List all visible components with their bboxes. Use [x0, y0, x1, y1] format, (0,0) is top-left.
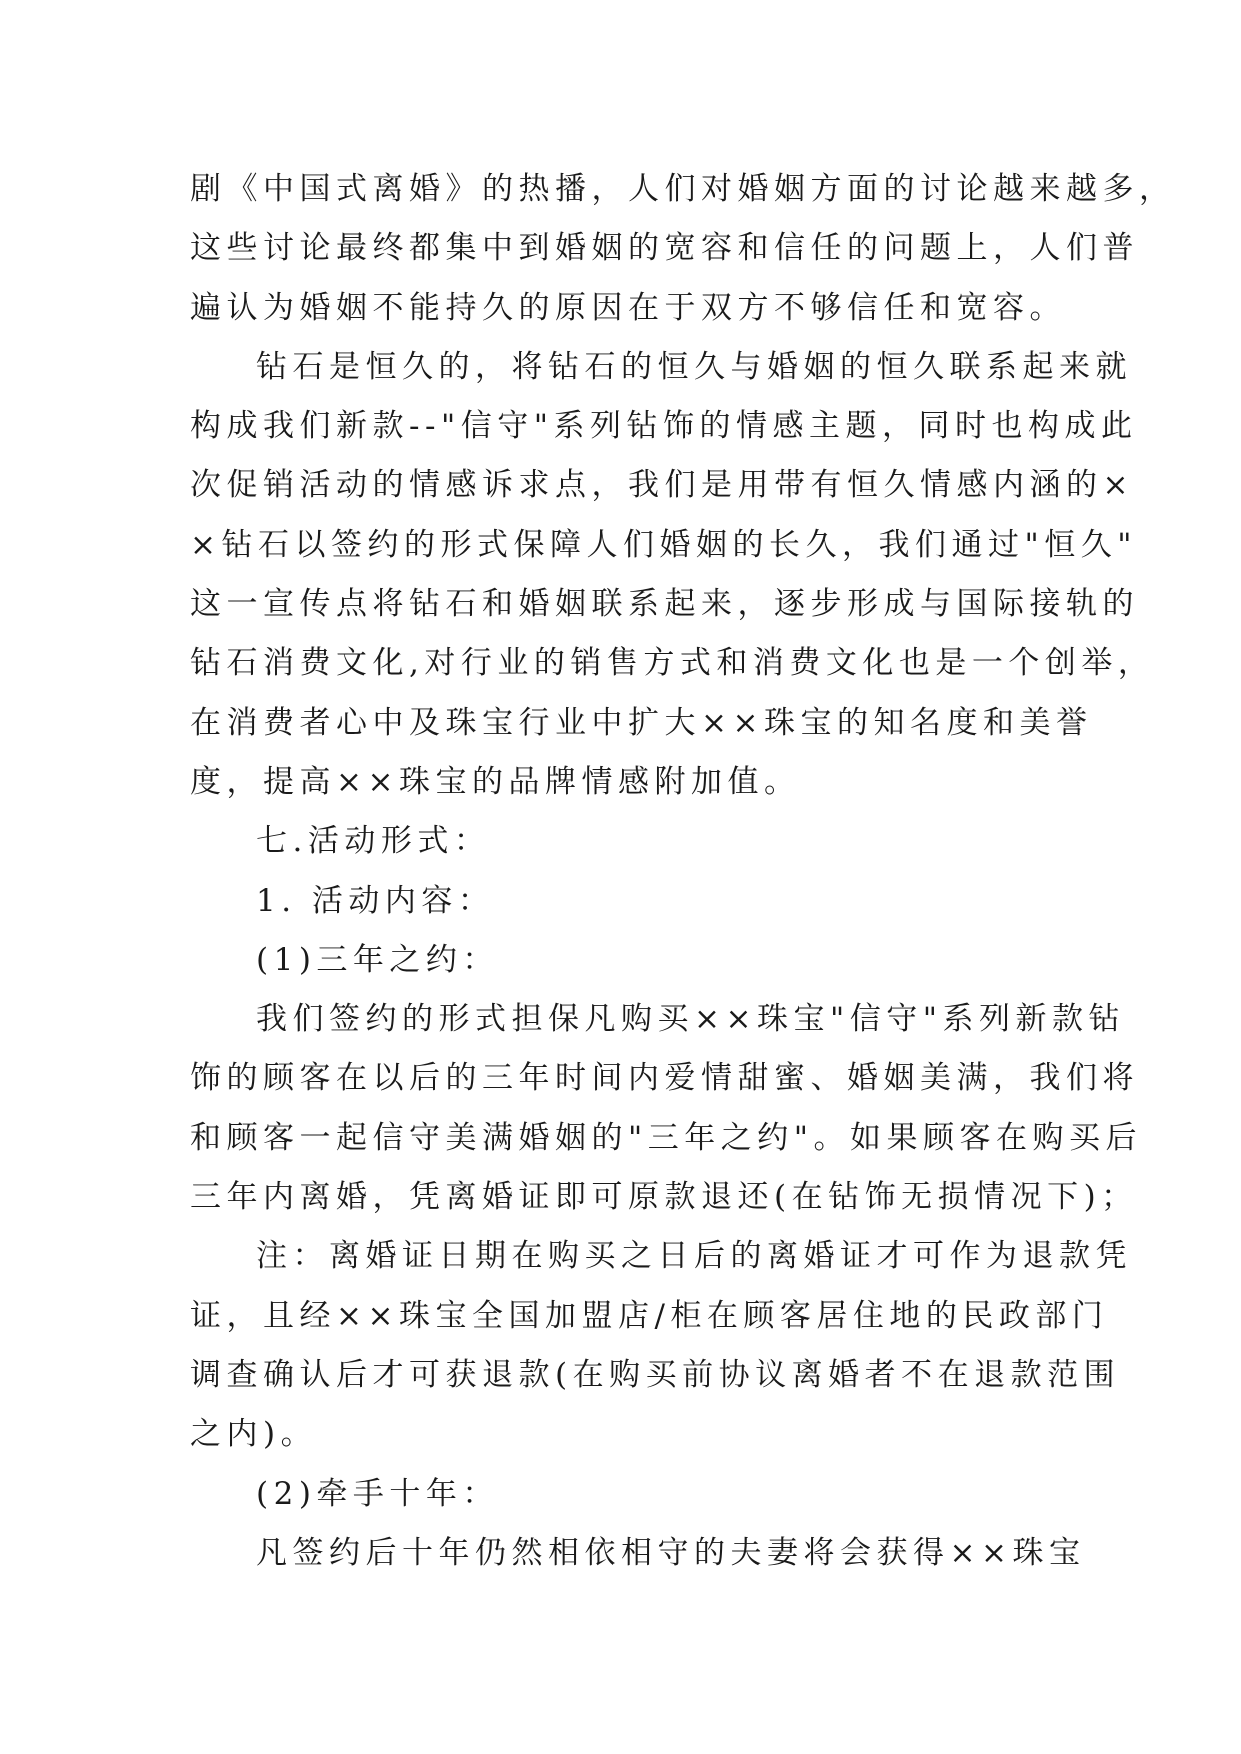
text-line: 遍认为婚姻不能持久的原因在于双方不够信任和宽容。 [190, 289, 1066, 326]
text-line: 饰的顾客在以后的三年时间内爱情甜蜜、婚姻美满，我们将 [190, 1060, 1139, 1097]
text-line: 调查确认后才可获退款(在购买前协议离婚者不在退款范围 [190, 1356, 1121, 1393]
subsection-heading: 1. 活动内容： [256, 882, 495, 919]
text-line: 之内)。 [190, 1416, 318, 1453]
text-line: 凡签约后十年仍然相依相守的夫妻将会获得××珠宝 [256, 1534, 1086, 1571]
text-line: 和顾客一起信守美满婚姻的"三年之约"。如果顾客在购买后 [190, 1119, 1143, 1156]
text-line: 这些讨论最终都集中到婚姻的宽容和信任的问题上，人们普 [190, 230, 1139, 267]
document-body [190, 160, 1176, 1583]
item-heading: (2)牵手十年： [256, 1475, 499, 1512]
text-line: 钻石是恒久的，将钻石的恒久与婚姻的恒久联系起来就 [256, 348, 1132, 385]
text-line: 在消费者心中及珠宝行业中扩大××珠宝的知名度和美誉 [190, 704, 1093, 741]
text-line: 构成我们新款--"信守"系列钻饰的情感主题，同时也构成此 [190, 408, 1138, 445]
note-line: 注：离婚证日期在购买之日后的离婚证才可作为退款凭 [256, 1238, 1132, 1275]
text-line: 这一宣传点将钻石和婚姻联系起来，逐步形成与国际接轨的 [190, 586, 1139, 623]
text-line: 三年内离婚，凭离婚证即可原款退还(在钻饰无损情况下)； [190, 1179, 1138, 1216]
text-line: 我们签约的形式担保凡购买××珠宝"信守"系列新款钻 [256, 1001, 1125, 1038]
text-line: 剧《中国式离婚》的热播，人们对婚姻方面的讨论越来越多， [190, 171, 1176, 207]
text-line: ×钻石以签约的形式保障人们婚姻的长久，我们通过"恒久" [190, 526, 1137, 563]
item-heading: (1)三年之约： [256, 941, 499, 978]
text-line: 钻石消费文化,对行业的销售方式和消费文化也是一个创举， [190, 645, 1155, 682]
text-line: 度，提高××珠宝的品牌情感附加值。 [190, 763, 801, 800]
text-line: 证，且经××珠宝全国加盟店/柜在顾客居住地的民政部门 [190, 1297, 1109, 1334]
text-line: 次促销活动的情感诉求点，我们是用带有恒久情感内涵的× [190, 467, 1134, 504]
section-heading: 七.活动形式： [256, 823, 491, 860]
